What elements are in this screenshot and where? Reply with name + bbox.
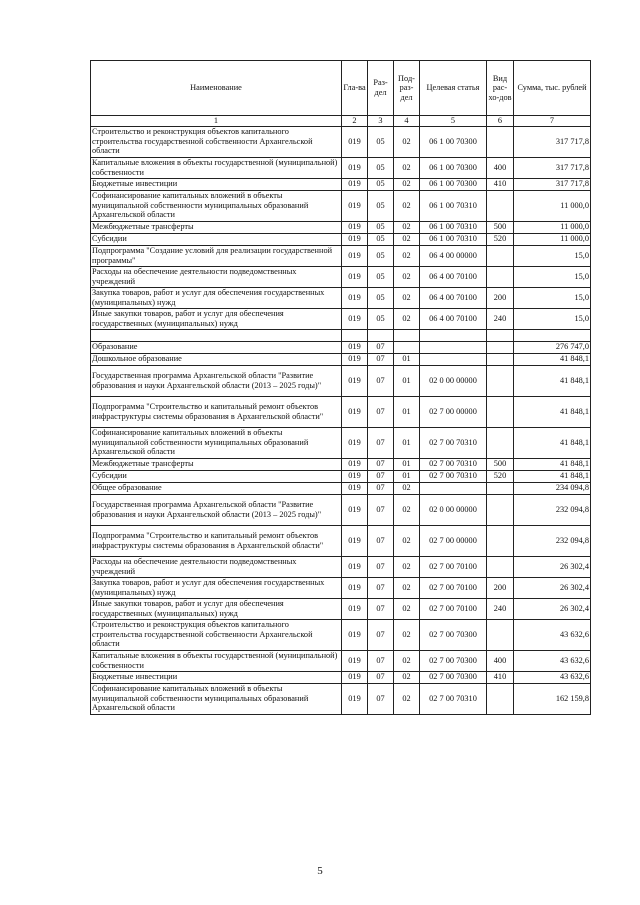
cell-name: Образование [91,341,342,353]
cell-section: 05 [368,266,394,287]
cell-sum: 11 000,0 [514,233,591,245]
cell-section: 07 [368,577,394,598]
cell-section: 07 [368,427,394,458]
cell-chapter: 019 [342,427,368,458]
cell-target: 06 4 00 70100 [420,308,487,329]
cell-sum: 162 159,8 [514,683,591,714]
table-row [91,157,591,178]
cell-expense-type [487,482,514,494]
cell-expense-type: 200 [487,287,514,308]
cell-chapter: 019 [342,650,368,671]
cell-expense-type: 410 [487,671,514,683]
cell-sum: 43 632,6 [514,619,591,650]
cell-expense-type [487,556,514,577]
cell-subsection: 02 [394,494,420,525]
cell-sum: 26 302,4 [514,598,591,619]
cell-target [420,482,487,494]
cell-target: 02 7 00 70310 [420,683,487,714]
cell-sum: 11 000,0 [514,221,591,233]
cell-subsection: 02 [394,157,420,178]
cell-expense-type: 200 [487,577,514,598]
column-number: 2 [342,116,368,127]
cell-section: 05 [368,221,394,233]
table-row [91,482,591,494]
cell-chapter [342,329,368,341]
cell-sum: 234 094,8 [514,482,591,494]
cell-chapter: 019 [342,671,368,683]
cell-name: Подпрограмма "Строительство и капитальный ремонт объектов инфраструктуры системы образования в Архангельской области" [91,525,342,556]
cell-section: 07 [368,494,394,525]
cell-subsection: 02 [394,308,420,329]
table-row [91,308,591,329]
cell-target: 02 7 00 70300 [420,619,487,650]
cell-section: 07 [368,650,394,671]
cell-section: 05 [368,178,394,190]
cell-expense-type [487,427,514,458]
cell-chapter: 019 [342,556,368,577]
header-subsection: Под-раз-дел [394,61,420,116]
cell-section: 05 [368,126,394,157]
cell-name: Софинансирование капитальных вложений в объекты муниципальной собственности муниципальных образований Архангельской области [91,190,342,221]
cell-subsection: 02 [394,482,420,494]
cell-subsection [394,329,420,341]
cell-chapter: 019 [342,458,368,470]
cell-name: Субсидии [91,470,342,482]
table-row [91,577,591,598]
cell-chapter: 019 [342,157,368,178]
table-row [91,683,591,714]
cell-chapter: 019 [342,266,368,287]
cell-chapter: 019 [342,126,368,157]
cell-target: 06 4 00 70100 [420,287,487,308]
cell-sum: 41 848,1 [514,458,591,470]
cell-subsection: 02 [394,245,420,266]
cell-expense-type: 500 [487,221,514,233]
cell-target: 02 0 00 00000 [420,494,487,525]
cell-chapter: 019 [342,683,368,714]
cell-expense-type [487,619,514,650]
cell-sum: 15,0 [514,308,591,329]
table-row [91,233,591,245]
cell-sum: 41 848,1 [514,427,591,458]
cell-expense-type [487,396,514,427]
cell-target: 06 1 00 70310 [420,233,487,245]
cell-name: Капитальные вложения в объекты государственной (муниципальной) собственности [91,157,342,178]
cell-name: Дошкольное образование [91,353,342,365]
cell-name: Субсидии [91,233,342,245]
cell-sum: 15,0 [514,287,591,308]
cell-expense-type [487,126,514,157]
header-section: Раз-дел [368,61,394,116]
cell-target [420,353,487,365]
cell-expense-type: 520 [487,470,514,482]
budget-table [90,60,591,715]
cell-subsection: 02 [394,671,420,683]
cell-expense-type [487,353,514,365]
cell-section: 07 [368,458,394,470]
cell-section: 07 [368,619,394,650]
cell-expense-type [487,683,514,714]
cell-target: 06 1 00 70300 [420,157,487,178]
cell-section: 07 [368,482,394,494]
cell-expense-type [487,494,514,525]
cell-section: 07 [368,341,394,353]
cell-subsection: 02 [394,233,420,245]
cell-name: Бюджетные инвестиции [91,178,342,190]
cell-chapter: 019 [342,598,368,619]
table-row [91,126,591,157]
cell-section [368,329,394,341]
cell-name: Государственная программа Архангельской области "Развитие образования и науки Архангельской области (2013 – 2025 годы)" [91,365,342,396]
cell-section: 07 [368,525,394,556]
cell-chapter: 019 [342,221,368,233]
cell-expense-type: 410 [487,178,514,190]
table-row [91,556,591,577]
column-number: 6 [487,116,514,127]
cell-target: 02 0 00 00000 [420,365,487,396]
cell-target: 06 4 00 70100 [420,266,487,287]
table-row [91,221,591,233]
cell-name: Софинансирование капитальных вложений в объекты муниципальной собственности муниципальных образований Архангельской области [91,683,342,714]
page-number: 5 [317,865,323,877]
cell-subsection: 02 [394,126,420,157]
cell-chapter: 019 [342,494,368,525]
cell-subsection: 01 [394,396,420,427]
cell-sum: 232 094,8 [514,494,591,525]
cell-chapter: 019 [342,482,368,494]
cell-name: Подпрограмма "Строительство и капитальный ремонт объектов инфраструктуры системы образования в Архангельской области" [91,396,342,427]
table-row [91,365,591,396]
cell-section: 05 [368,190,394,221]
cell-chapter: 019 [342,396,368,427]
table-row [91,494,591,525]
cell-subsection: 02 [394,525,420,556]
table-row [91,458,591,470]
table-row [91,341,591,353]
cell-chapter: 019 [342,233,368,245]
cell-chapter: 019 [342,287,368,308]
column-number-row [91,116,591,127]
cell-expense-type: 240 [487,598,514,619]
column-number: 5 [420,116,487,127]
cell-target: 02 7 00 70300 [420,650,487,671]
cell-chapter: 019 [342,190,368,221]
table-row [91,190,591,221]
cell-name: Капитальные вложения в объекты государственной (муниципальной) собственности [91,650,342,671]
cell-subsection: 01 [394,427,420,458]
cell-target: 06 1 00 70310 [420,221,487,233]
cell-sum: 41 848,1 [514,396,591,427]
cell-subsection: 02 [394,287,420,308]
cell-name: Расходы на обеспечение деятельности подведомственных учреждений [91,556,342,577]
cell-target: 02 7 00 00000 [420,525,487,556]
cell-name: Бюджетные инвестиции [91,671,342,683]
table-row [91,287,591,308]
cell-name: Закупка товаров, работ и услуг для обеспечения государственных (муниципальных) нужд [91,287,342,308]
cell-expense-type [487,341,514,353]
column-number: 3 [368,116,394,127]
table-row [91,178,591,190]
table-row [91,525,591,556]
cell-section: 05 [368,287,394,308]
cell-sum: 15,0 [514,266,591,287]
cell-sum: 26 302,4 [514,556,591,577]
cell-expense-type: 520 [487,233,514,245]
cell-name: Межбюджетные трансферты [91,221,342,233]
cell-sum: 317 717,8 [514,178,591,190]
cell-expense-type [487,266,514,287]
cell-chapter: 019 [342,619,368,650]
cell-section: 07 [368,598,394,619]
cell-target: 02 7 00 70300 [420,671,487,683]
cell-section: 07 [368,470,394,482]
cell-target: 02 7 00 70100 [420,577,487,598]
cell-subsection: 02 [394,178,420,190]
cell-sum: 43 632,6 [514,650,591,671]
table-row [91,329,591,341]
table-row [91,619,591,650]
cell-sum: 317 717,8 [514,157,591,178]
cell-section: 05 [368,245,394,266]
cell-name: Софинансирование капитальных вложений в объекты муниципальной собственности муниципальных образований Архангельской области [91,427,342,458]
cell-expense-type [487,365,514,396]
cell-subsection: 02 [394,650,420,671]
header-row [91,61,591,116]
cell-sum: 11 000,0 [514,190,591,221]
header-chapter: Гла-ва [342,61,368,116]
cell-name: Расходы на обеспечение деятельности подведомственных учреждений [91,266,342,287]
cell-subsection: 01 [394,353,420,365]
cell-expense-type: 400 [487,650,514,671]
cell-subsection: 02 [394,266,420,287]
cell-subsection: 01 [394,365,420,396]
cell-chapter: 019 [342,525,368,556]
cell-section: 05 [368,157,394,178]
column-number: 1 [91,116,342,127]
cell-target: 02 7 00 70310 [420,427,487,458]
cell-expense-type [487,245,514,266]
cell-subsection: 02 [394,683,420,714]
cell-chapter: 019 [342,308,368,329]
cell-chapter: 019 [342,341,368,353]
cell-name: Подпрограмма "Создание условий для реализации государственной программы" [91,245,342,266]
cell-subsection: 02 [394,221,420,233]
cell-chapter: 019 [342,577,368,598]
header-sum: Сумма, тыс. рублей [514,61,591,116]
cell-subsection: 02 [394,598,420,619]
cell-expense-type: 400 [487,157,514,178]
cell-subsection: 02 [394,619,420,650]
cell-name: Строительство и реконструкция объектов капитального строительства государственной собственности Архангельской области [91,619,342,650]
cell-chapter: 019 [342,245,368,266]
cell-target: 02 7 00 70310 [420,470,487,482]
table-row [91,266,591,287]
cell-name [91,329,342,341]
cell-name: Закупка товаров, работ и услуг для обеспечения государственных (муниципальных) нужд [91,577,342,598]
cell-sum [514,329,591,341]
cell-section: 07 [368,671,394,683]
cell-sum: 43 632,6 [514,671,591,683]
cell-section: 07 [368,556,394,577]
cell-section: 05 [368,308,394,329]
cell-sum: 26 302,4 [514,577,591,598]
table-body [91,126,591,714]
column-number: 7 [514,116,591,127]
cell-name: Иные закупки товаров, работ и услуг для обеспечения государственных (муниципальных) нужд [91,308,342,329]
cell-target: 06 1 00 70300 [420,178,487,190]
cell-target: 02 7 00 70100 [420,598,487,619]
header-target: Целевая статья [420,61,487,116]
cell-section: 07 [368,396,394,427]
cell-sum: 41 848,1 [514,365,591,396]
cell-target [420,329,487,341]
cell-chapter: 019 [342,353,368,365]
cell-target: 02 7 00 70100 [420,556,487,577]
table-row [91,427,591,458]
cell-sum: 276 747,0 [514,341,591,353]
cell-expense-type [487,329,514,341]
cell-name: Строительство и реконструкция объектов капитального строительства государственной собственности Архангельской области [91,126,342,157]
cell-target: 06 1 00 70300 [420,126,487,157]
cell-name: Государственная программа Архангельской области "Развитие образования и науки Архангельской области (2013 – 2025 годы)" [91,494,342,525]
cell-section: 05 [368,233,394,245]
cell-target: 06 1 00 70310 [420,190,487,221]
cell-name: Иные закупки товаров, работ и услуг для обеспечения государственных (муниципальных) нужд [91,598,342,619]
cell-sum: 232 094,8 [514,525,591,556]
cell-subsection: 01 [394,470,420,482]
table-row [91,470,591,482]
table-row [91,598,591,619]
cell-name: Общее образование [91,482,342,494]
cell-section: 07 [368,353,394,365]
cell-sum: 41 848,1 [514,353,591,365]
cell-subsection: 02 [394,577,420,598]
cell-expense-type [487,525,514,556]
cell-target: 06 4 00 00000 [420,245,487,266]
cell-section: 07 [368,365,394,396]
cell-name: Межбюджетные трансферты [91,458,342,470]
column-number: 4 [394,116,420,127]
cell-subsection: 02 [394,556,420,577]
cell-subsection [394,341,420,353]
table-row [91,396,591,427]
table-row [91,245,591,266]
cell-expense-type: 240 [487,308,514,329]
cell-chapter: 019 [342,365,368,396]
cell-subsection: 01 [394,458,420,470]
cell-section: 07 [368,683,394,714]
header-name: Наименование [91,61,342,116]
cell-sum: 15,0 [514,245,591,266]
table-row [91,650,591,671]
cell-target: 02 7 00 70310 [420,458,487,470]
cell-sum: 41 848,1 [514,470,591,482]
table-row [91,671,591,683]
cell-chapter: 019 [342,470,368,482]
cell-sum: 317 717,8 [514,126,591,157]
cell-subsection: 02 [394,190,420,221]
cell-expense-type [487,190,514,221]
cell-target [420,341,487,353]
cell-target: 02 7 00 00000 [420,396,487,427]
cell-chapter: 019 [342,178,368,190]
cell-expense-type: 500 [487,458,514,470]
header-expense-type: Вид рас-хо-дов [487,61,514,116]
table-row [91,353,591,365]
